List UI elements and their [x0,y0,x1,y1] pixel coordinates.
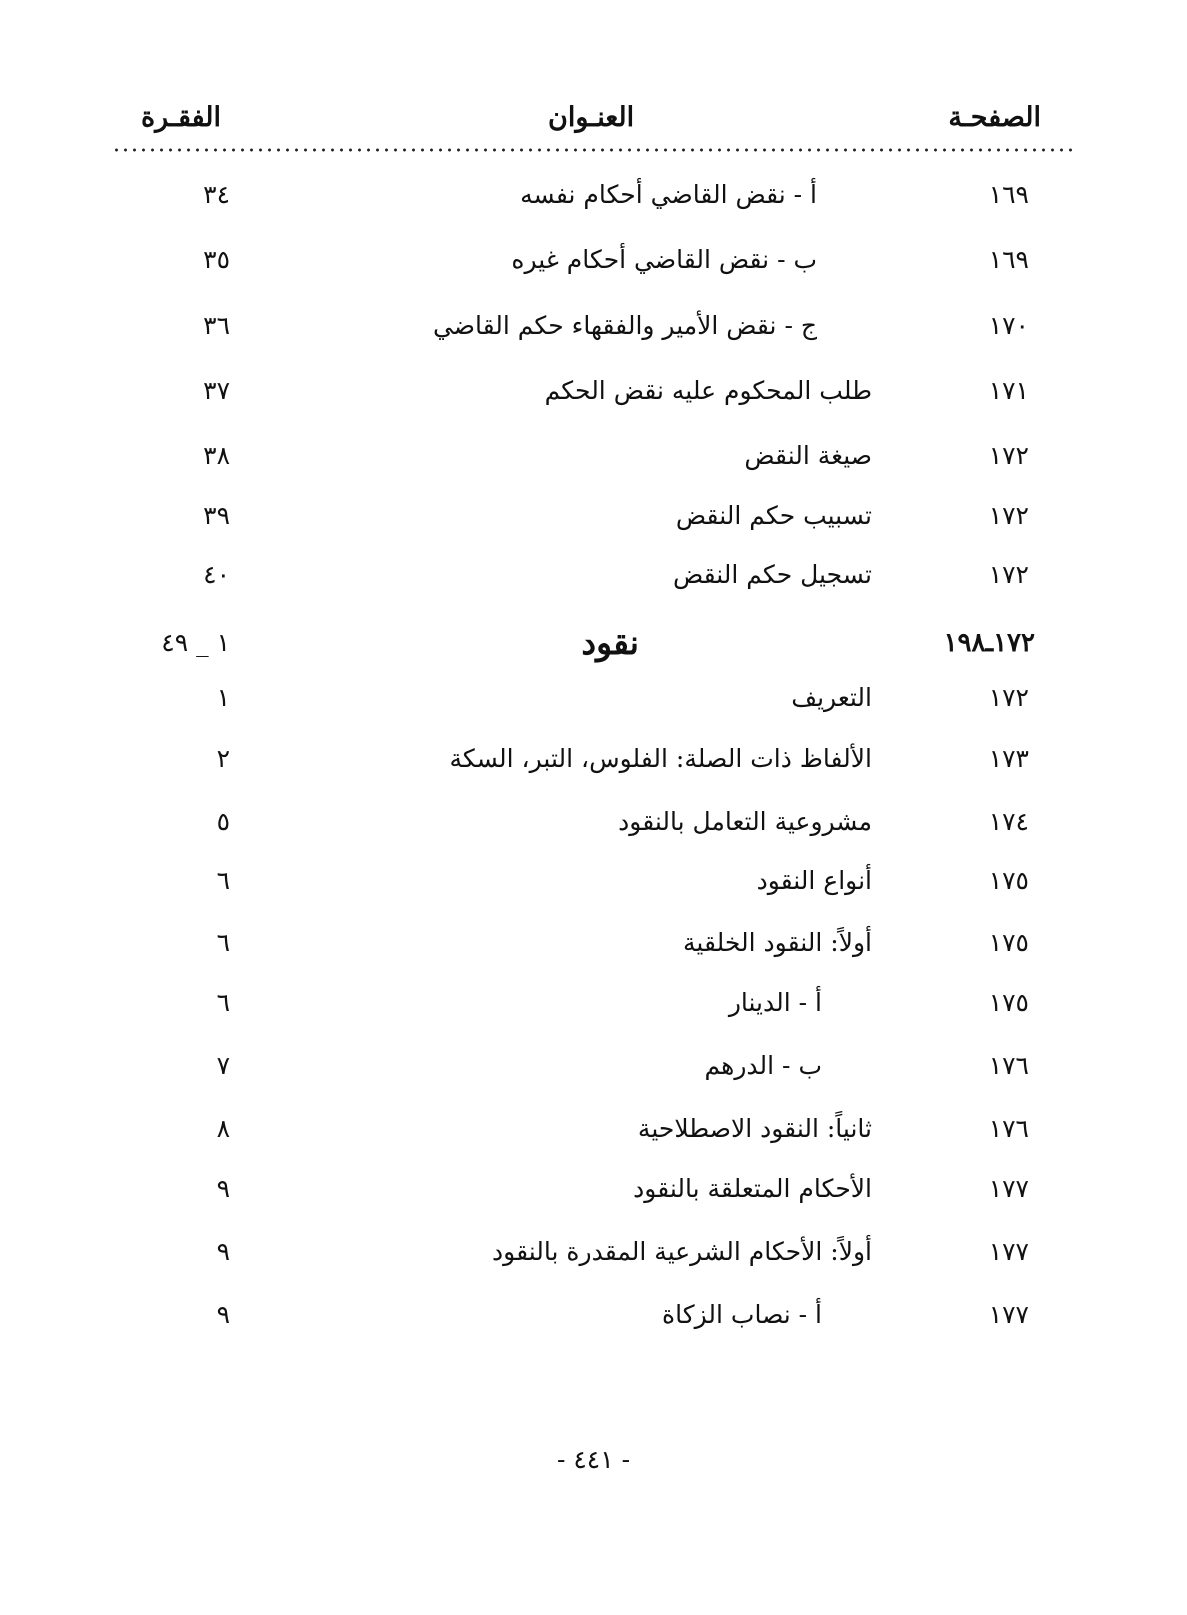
index-row [0,858,1187,908]
index-row [0,433,1187,483]
index-row [0,1106,1187,1156]
row-page: ١٧٥ [988,928,1029,957]
row-page: ١٧٧ [988,1300,1029,1329]
row-title: أنواع النقود [756,866,872,895]
section-title: نقود [581,623,639,662]
row-page: ١٦٩ [988,180,1029,209]
row-title: ب - نقض القاضي أحكام غيره [511,245,817,274]
row-title: أ - نصاب الزكاة [662,1300,822,1329]
row-title: أولاً: النقود الخلقية [683,928,872,957]
row-page: ١٧١ [988,376,1029,405]
row-paragraph: ٦ [216,866,230,895]
index-row [0,552,1187,602]
index-row [0,237,1187,287]
row-paragraph: ٦ [216,988,230,1017]
page-number: - ٤٤١ - [556,1445,631,1474]
row-title: مشروعية التعامل بالنقود [618,807,872,836]
section-paragraph-range: ١ _ ٤٩ [161,628,230,657]
row-paragraph: ٩ [216,1237,230,1266]
index-row [0,1229,1187,1279]
row-title: أولاً: الأحكام الشرعية المقدرة بالنقود [492,1237,872,1266]
row-paragraph: ٣٧ [203,376,230,405]
row-paragraph: ٣٩ [203,501,230,530]
row-page: ١٧٣ [988,744,1029,773]
index-row [0,736,1187,786]
row-title: أ - نقض القاضي أحكام نفسه [520,180,817,209]
row-paragraph: ٣٤ [203,180,230,209]
row-paragraph: ٤٠ [203,560,230,589]
row-title: ج - نقض الأمير والفقهاء حكم القاضي [432,311,817,340]
index-row [0,303,1187,353]
row-page: ١٧٢ [988,441,1029,470]
index-row [0,980,1187,1030]
row-page: ١٧٥ [988,988,1029,1017]
row-page: ١٧٧ [988,1174,1029,1203]
row-page: ١٦٩ [988,245,1029,274]
row-paragraph: ٣٨ [203,441,230,470]
row-title: ب - الدرهم [704,1051,822,1080]
row-paragraph: ٢ [216,744,230,773]
index-row [0,493,1187,543]
row-page: ١٧٢ [988,560,1029,589]
row-page: ١٧٢ [988,683,1029,712]
row-page: ١٧٦ [988,1051,1029,1080]
index-row [0,1292,1187,1342]
row-title: ثانياً: النقود الاصطلاحية [637,1114,872,1143]
row-title: تسجيل حكم النقض [672,560,872,589]
row-title: صيغة النقض [744,441,872,470]
index-row [0,920,1187,970]
row-paragraph: ٦ [216,928,230,957]
row-paragraph: ٧ [216,1051,230,1080]
row-title: التعريف [791,683,872,712]
index-row [0,799,1187,849]
row-title: تسبيب حكم النقض [675,501,872,530]
row-paragraph: ٩ [216,1174,230,1203]
section-heading-row [0,620,1187,670]
row-title: الألفاظ ذات الصلة: الفلوس، التبر، السكة [449,744,872,773]
row-title: الأحكام المتعلقة بالنقود [633,1174,872,1203]
index-row [0,172,1187,222]
section-page-range: ١٧٢ـ١٩٨ [943,628,1035,658]
row-page: ١٧٥ [988,866,1029,895]
row-paragraph: ٣٦ [203,311,230,340]
row-page: ١٧٤ [988,807,1029,836]
row-paragraph: ٨ [216,1114,230,1143]
index-row [0,675,1187,725]
row-title: أ - الدينار [728,988,822,1017]
row-page: ١٧٧ [988,1237,1029,1266]
index-row [0,1166,1187,1216]
row-title: طلب المحكوم عليه نقض الحكم [544,376,872,405]
header-paragraph-label: الفقـرة [141,102,221,133]
header-page-label: الصفحـة [948,102,1041,133]
index-row [0,368,1187,418]
row-paragraph: ٥ [216,807,230,836]
row-page: ١٧٢ [988,501,1029,530]
index-row [0,1043,1187,1093]
row-paragraph: ٩ [216,1300,230,1329]
header-title-label: العنـوان [548,102,635,133]
row-paragraph: ١ [216,683,230,712]
row-page: ١٧٠ [988,311,1029,340]
row-paragraph: ٣٥ [203,245,230,274]
row-page: ١٧٦ [988,1114,1029,1143]
